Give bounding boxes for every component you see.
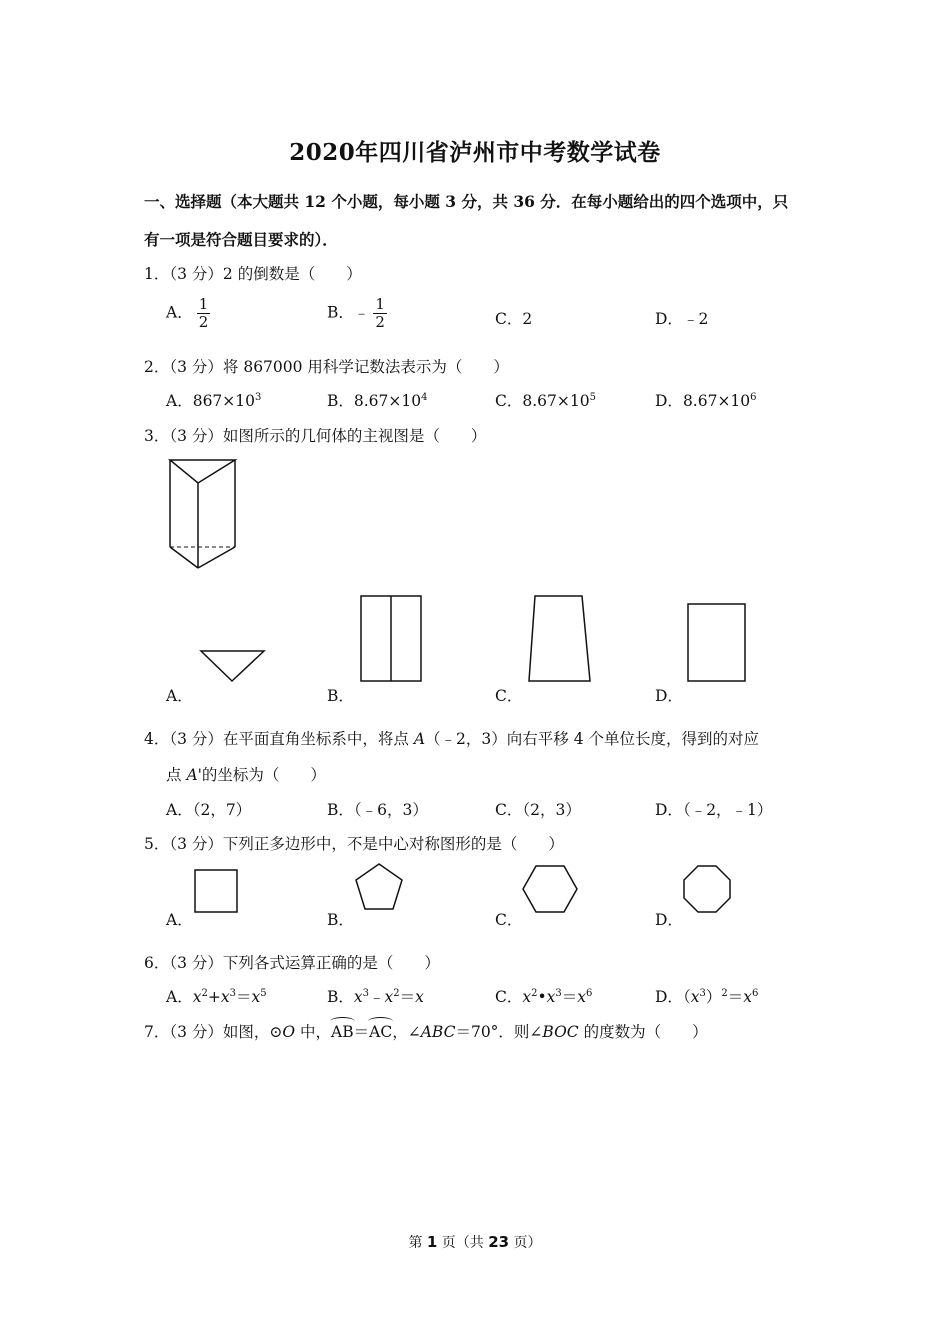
- section-heading-line1: 一、选择题（本大题共 12 个小题，每小题 3 分，共 36 分．在每小题给出的四个选项中，只: [144, 192, 789, 211]
- question-6-stem: 6．（3 分）下列各式运算正确的是（ ）: [144, 954, 440, 972]
- q3-option-a: A．: [166, 687, 193, 705]
- question-2-stem: 2．（3 分）将 867000 用科学记数法表示为（ ）: [144, 358, 509, 376]
- q6-option-b: B．$x^3﹣x^2=x$: [327, 988, 424, 1006]
- option-c-trapezoid-figure: [526, 594, 594, 684]
- q3-option-c: C．: [495, 687, 523, 705]
- question-4-stem: 4．（3 分）在平面直角坐标系中，将点 A（﹣2，3）向右平移 4 个单位长度，得到的对应: [144, 730, 759, 748]
- option-d-octagon-figure: [682, 864, 732, 914]
- q6-option-c: C．$x^2•x^3=x^6$: [495, 988, 593, 1006]
- q1-option-b: B．﹣ $\frac{1}{2}$: [327, 295, 385, 331]
- arc-ac: AC: [369, 1023, 393, 1041]
- option-b-pentagon-figure: [353, 862, 405, 912]
- q2-option-b: B．$8.67\times 10^4$: [327, 392, 428, 410]
- question-1-stem: 1．（3 分）2 的倒数是（ ）: [144, 265, 362, 283]
- q1-option-d: D．﹣2: [655, 310, 709, 328]
- fraction: $\frac{1}{2}$: [375, 295, 385, 331]
- page-title: 2020年四川省泸州市中考数学试卷: [289, 139, 661, 166]
- option-a-inverted-triangle-figure: [198, 648, 268, 684]
- q6-option-a: A．$x^2+x^3=x^5$: [166, 988, 267, 1006]
- page-footer: 第 1 页（共 23 页）: [408, 1233, 542, 1251]
- option-a-square-figure: [193, 868, 239, 914]
- q3-option-d: D．: [655, 687, 683, 705]
- question-4-stem-cont: 点 A'的坐标为（ ）: [166, 766, 326, 784]
- q2-option-d: D．$8.67\times 10^6$: [655, 392, 757, 410]
- q4-option-a: A．（2，7）: [166, 801, 252, 819]
- question-5-stem: 5．（3 分）下列正多边形中，不是中心对称图形的是（ ）: [144, 835, 564, 853]
- triangular-prism-figure: [160, 455, 250, 575]
- q1-option-c: C．2: [495, 310, 533, 328]
- q5-option-b: B．: [327, 911, 354, 929]
- q2-option-c: C．$8.67\times 10^5$: [495, 392, 596, 410]
- q5-option-d: D．: [655, 911, 683, 929]
- q6-option-d: D．$(x^3)^2=x^6$: [655, 988, 759, 1006]
- q5-option-a: A．: [166, 911, 193, 929]
- section-heading-line2: 有一项是符合题目要求的）．: [144, 230, 338, 249]
- q5-option-c: C．: [495, 911, 523, 929]
- question-3-stem: 3．（3 分）如图所示的几何体的主视图是（ ）: [144, 427, 487, 445]
- question-7-stem: 7．（3 分）如图，⊙O 中，AB＝AC，∠ABC＝70°．则∠BOC 的度数为（ ）: [144, 1023, 708, 1041]
- option-b-split-rectangle-figure: [358, 594, 424, 684]
- q1-option-a: A． $\frac{1}{2}$: [166, 295, 209, 331]
- option-c-hexagon-figure: [521, 864, 579, 914]
- q3-option-b: B．: [327, 687, 354, 705]
- option-d-rectangle-figure: [686, 602, 748, 684]
- fraction: $\frac{1}{2}$: [198, 295, 209, 331]
- q2-option-a: A．$867\times 10^3$: [166, 392, 262, 410]
- q4-option-b: B．（﹣6，3）: [327, 801, 428, 819]
- q4-option-d: D．（﹣2，﹣1）: [655, 801, 773, 819]
- q4-option-c: C．（2，3）: [495, 801, 581, 819]
- arc-ab: AB: [331, 1023, 354, 1041]
